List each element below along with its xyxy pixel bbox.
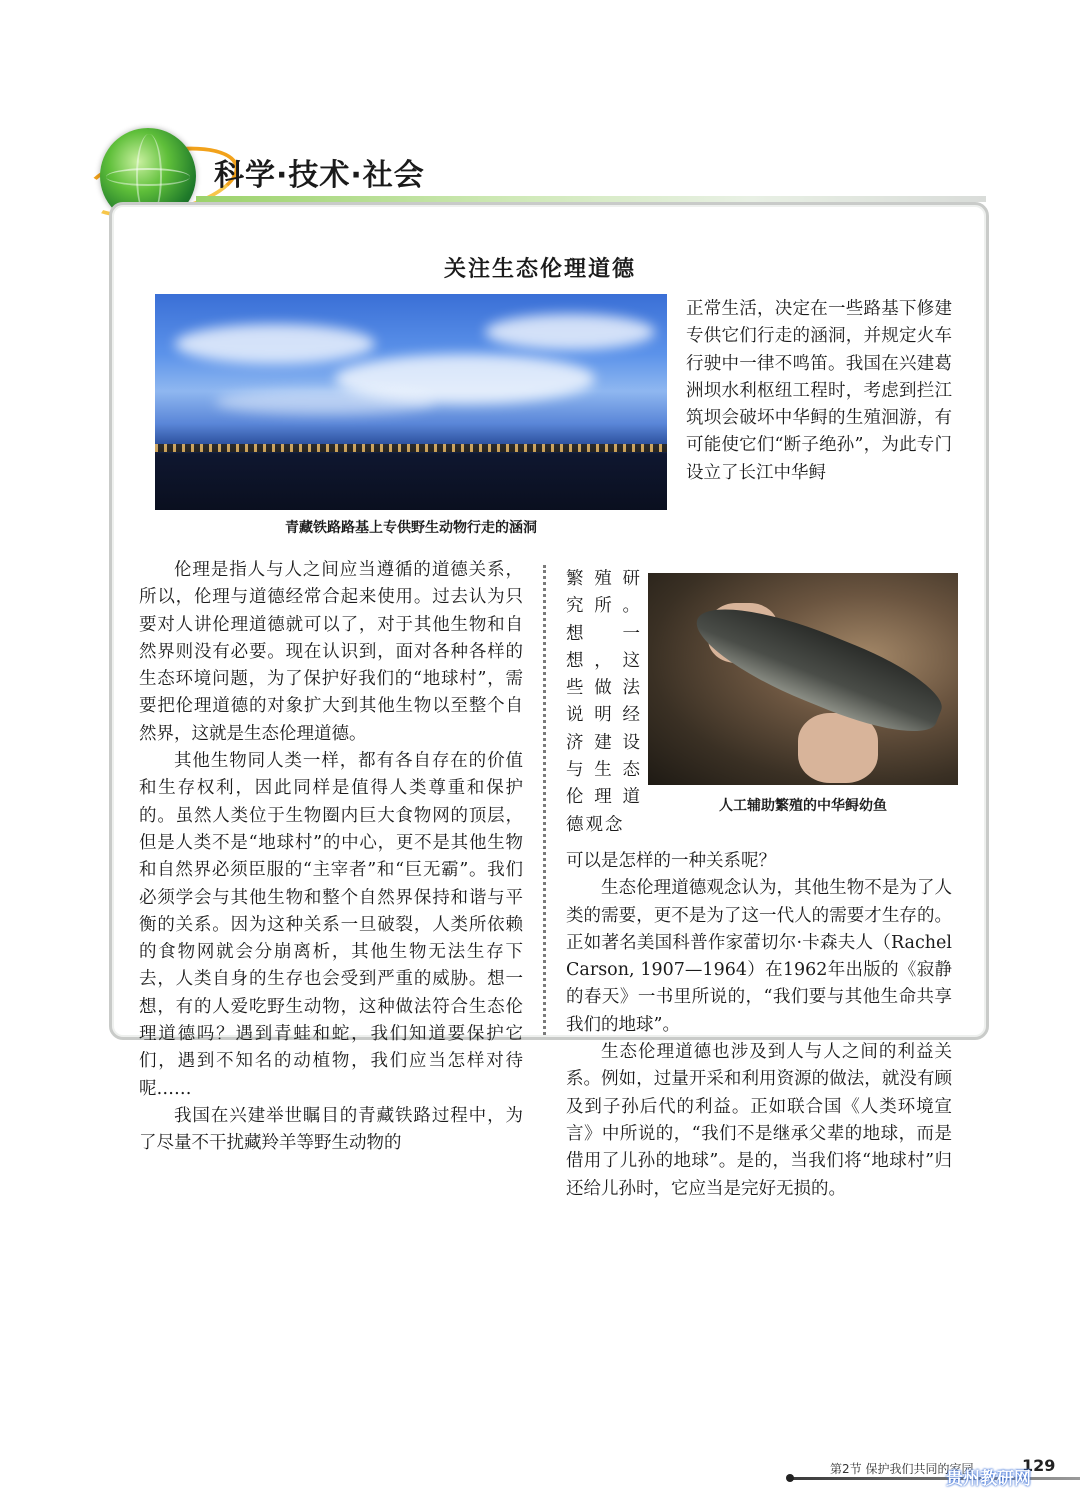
paragraph: 生态伦理道德也涉及到人与人之间的利益关系。例如，过量开采和利用资源的做法，就没有顾及到子孙后代的利益。正如联合国《人类环境宣言》中所说的，“我们不是继承父辈的地球，而是借用了儿孙的地球”。是的，当我们将“地球村”归还给儿孙时，它应当是完好无损的。	[566, 1042, 952, 1199]
footer-rule	[790, 1477, 1080, 1480]
photo2-caption: 人工辅助繁殖的中华鲟幼鱼	[719, 798, 887, 814]
paragraph: 伦理是指人与人之间应当遵循的道德关系，所以，伦理与道德经常合起来使用。过去认为只要对人讲伦理道德就可以了，对于其他生物和自然界则没有必要。现在认识到，面对各种各样的生态环境问题，为了保护好我们的“地球村”，需要把伦理道德的对象扩大到其他生物以至整个自然界，这就是生态伦理道德。	[139, 560, 523, 744]
photo1-caption: 青藏铁路路基上专供野生动物行走的涵洞	[285, 520, 537, 536]
right-narrow-text	[566, 566, 642, 839]
paragraph: 可以是怎样的一种关系呢？	[566, 851, 776, 871]
paragraph: 我国在兴建举世瞩目的青藏铁路过程中，为了尽量不干扰藏羚羊等野生动物的	[139, 1105, 523, 1154]
footer-section-title: 第2节 保护我们共同的家园	[830, 1462, 974, 1476]
section-header-title: 科学·技术·社会	[214, 158, 425, 193]
right-column-top-text	[686, 296, 952, 487]
railway-culvert-photo	[155, 294, 667, 510]
paragraph: 正常生活，决定在一些路基下修建专供它们行走的涵洞，并规定火车行驶中一律不鸣笛。我国在兴建葛洲坝水利枢纽工程时，考虑到拦江筑坝会破坏中华鲟的生殖洄游，有可能使它们“断子绝孙”，为此专门设立了长江中华鲟	[686, 299, 952, 483]
watermark: 贵州教研网	[946, 1469, 1031, 1489]
paragraph: 繁殖研究所。想一想，这些做法说明经济建设与生态伦理道德观念	[566, 569, 642, 835]
paragraph: 其他生物同人类一样，都有各自存在的价值和生存权利，因此同样是值得人类尊重和保护的。虽然人类位于生物圈内巨大食物网的顶层，但是人类不是“地球村”的中心，更不是其他生物和自然界必须臣服的“主宰者”和“巨无霸”。我们必须学会与其他生物和整个自然界保持和谐与平衡的关系。因为这种关系一旦破裂，人类所依赖的食物网就会分崩离析，其他生物无法生存下去，人类自身的生存也会受到严重的威胁。想一想，有的人爱吃野生动物，这种做法符合生态伦理道德吗？遇到青蛙和蛇，我们知道要保护它们，遇到不知名的动植物，我们应当怎样对待呢……	[139, 751, 523, 1099]
article-title: 关注生态伦理道德	[443, 256, 636, 282]
paragraph: 生态伦理道德观念认为，其他生物不是为了人类的需要，更不是为了这一代人的需要才生存的。正如著名美国科普作家蕾切尔·卡森夫人（Rachel Carson, 1907—1964）在1962年出版的《寂静的春天》一书里所说的，“我们要与其他生命共享我们的地球”。	[566, 878, 952, 1035]
sturgeon-photo	[648, 573, 958, 785]
column-divider	[543, 565, 546, 1035]
railway-bridge	[155, 444, 667, 452]
right-column-lower-text	[566, 848, 952, 1203]
page-number: 129	[1022, 1456, 1056, 1475]
left-column-text	[139, 557, 523, 1158]
footer-dot	[786, 1474, 794, 1482]
